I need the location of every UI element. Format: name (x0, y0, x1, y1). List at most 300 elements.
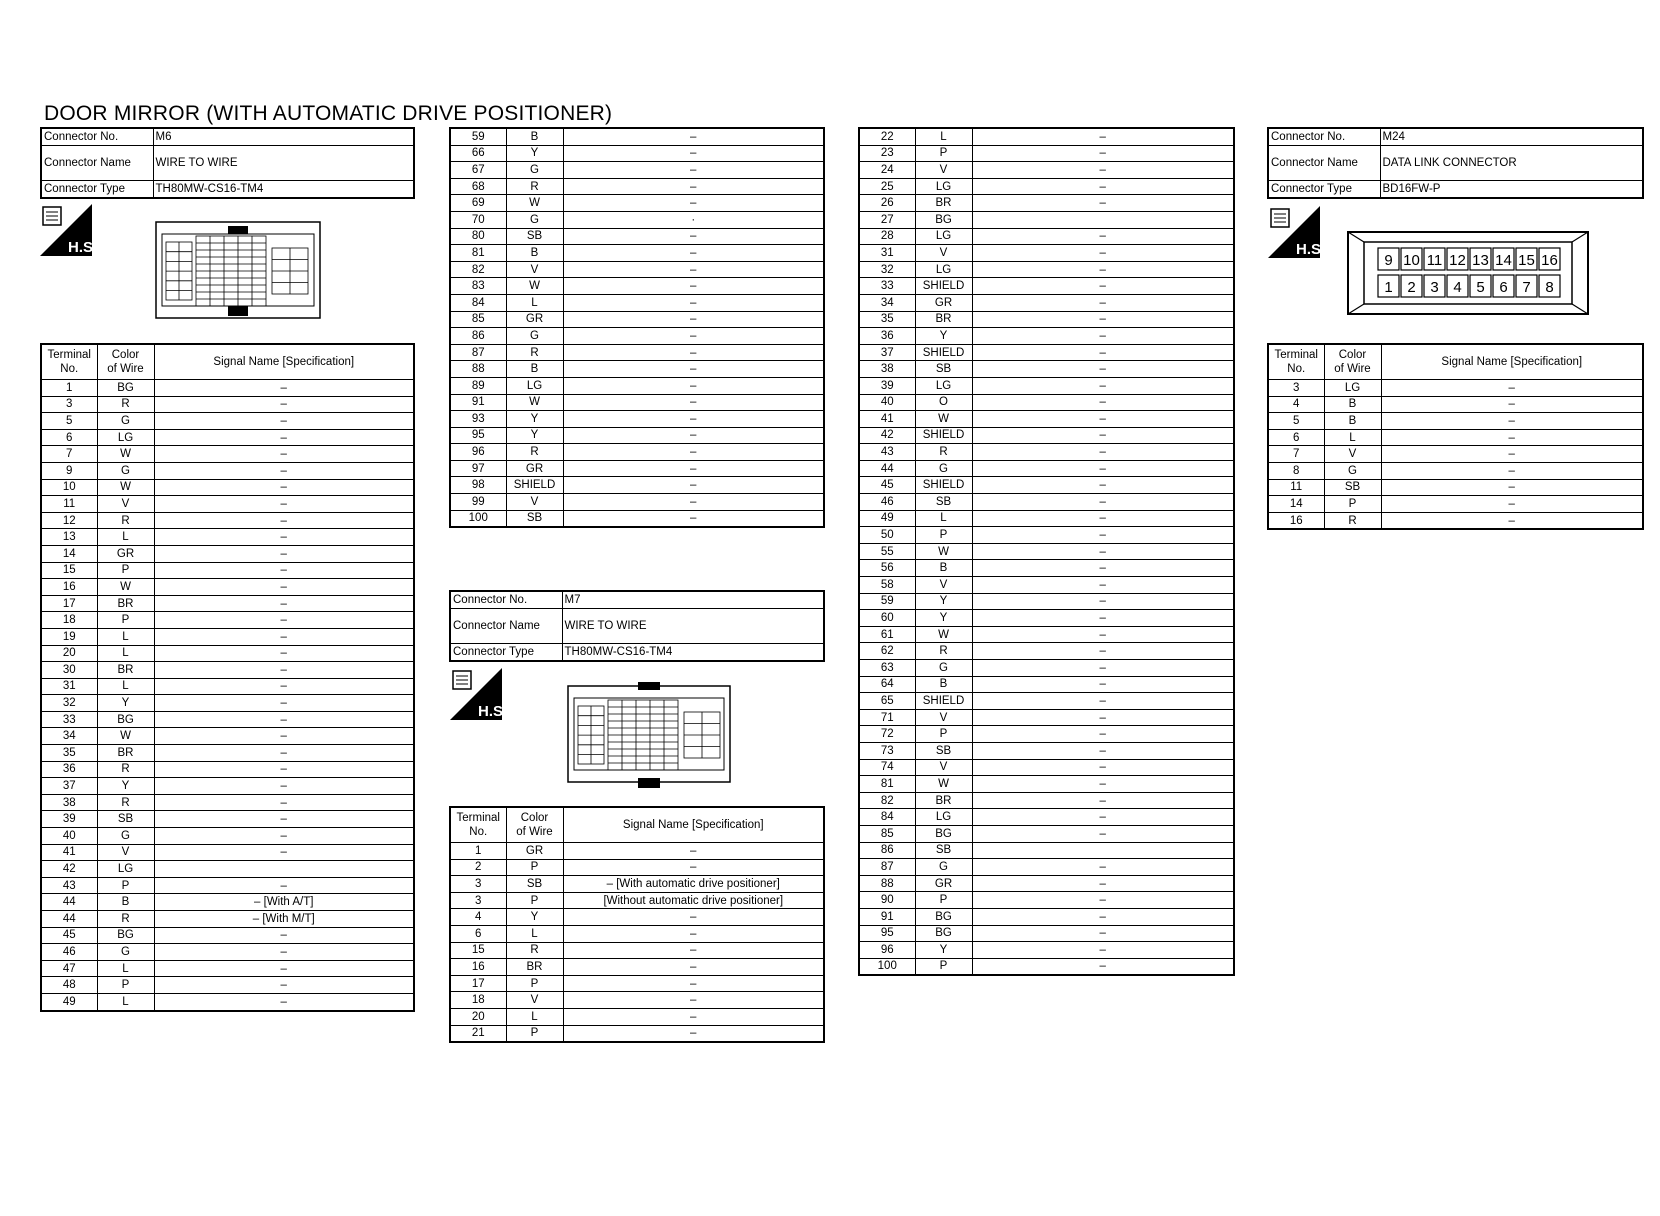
table-row (41, 944, 414, 961)
table-row (1268, 396, 1643, 413)
signal-name-cell: – (563, 925, 824, 942)
terminal-no-cell: 25 (859, 178, 915, 195)
terminal-no-cell: 82 (859, 792, 915, 809)
terminal-no-cell: 27 (859, 211, 915, 228)
terminal-no-cell: 38 (859, 361, 915, 378)
label-connector-no: Connector No. (1268, 128, 1380, 146)
table-row (41, 512, 414, 529)
signal-name-cell: – (154, 828, 414, 845)
signal-name-cell: – (972, 294, 1234, 311)
signal-name-cell: – [With automatic drive positioner] (563, 876, 824, 893)
terminal-no-cell: 50 (859, 527, 915, 544)
connector-pin-label: 4 (1453, 279, 1462, 296)
terminal-no-cell: 44 (41, 911, 97, 928)
terminal-no-cell: 70 (450, 211, 506, 228)
table-row (41, 877, 414, 894)
table-row (41, 761, 414, 778)
terminal-no-cell: 45 (41, 927, 97, 944)
table-row (859, 676, 1234, 693)
terminal-no-cell: 81 (450, 245, 506, 262)
terminal-no-cell: 11 (41, 496, 97, 513)
table-row (450, 294, 824, 311)
signal-name-cell: – (154, 413, 414, 430)
hs-harness-side-icon (1268, 206, 1326, 258)
connector-pin-label: 1 (1384, 279, 1393, 296)
terminal-no-cell: 15 (41, 562, 97, 579)
terminal-no-cell: 84 (859, 809, 915, 826)
signal-name-cell: – (563, 261, 824, 278)
terminal-no-cell: 14 (1268, 496, 1324, 513)
terminal-no-cell: 17 (41, 595, 97, 612)
wire-color-cell: R (915, 444, 972, 461)
table-row (859, 344, 1234, 361)
terminal-no-cell: 7 (1268, 446, 1324, 463)
wire-color-cell: GR (506, 843, 563, 860)
table-row (450, 959, 824, 976)
table-row (450, 195, 824, 212)
wire-color-cell: R (506, 178, 563, 195)
terminal-no-cell: 36 (41, 761, 97, 778)
signal-name-cell: – (563, 361, 824, 378)
wire-color-cell: P (915, 958, 972, 975)
terminal-no-cell: 4 (1268, 396, 1324, 413)
signal-name-cell: – (1381, 479, 1643, 496)
wire-color-cell: V (915, 709, 972, 726)
wire-color-cell: G (97, 413, 154, 430)
signal-name-cell: – (972, 411, 1234, 428)
wire-color-cell: R (97, 794, 154, 811)
signal-name-cell: – (1381, 462, 1643, 479)
table-row (859, 162, 1234, 179)
terminal-no-cell: 32 (41, 695, 97, 712)
signal-name-cell: – (972, 958, 1234, 975)
terminal-no-cell: 17 (450, 975, 506, 992)
terminal-no-cell: 65 (859, 693, 915, 710)
signal-name-cell: – (154, 778, 414, 795)
table-row (859, 776, 1234, 793)
table-row (859, 908, 1234, 925)
signal-name-cell: – (972, 494, 1234, 511)
terminal-no-cell: 43 (41, 877, 97, 894)
terminal-no-cell: 47 (41, 960, 97, 977)
table-row (450, 975, 824, 992)
m7-continued-table (858, 127, 1235, 976)
terminal-no-cell: 42 (41, 861, 97, 878)
m24-data-link-connector-diagram (1344, 228, 1592, 318)
terminal-no-cell: 96 (450, 444, 506, 461)
signal-name-cell: – (154, 462, 414, 479)
terminal-no-cell: 35 (41, 745, 97, 762)
terminal-no-cell: 85 (859, 825, 915, 842)
m6-connector-type: TH80MW-CS16-TM4 (153, 181, 414, 199)
table-row (41, 977, 414, 994)
signal-name-cell: – (154, 728, 414, 745)
terminal-no-cell: 5 (41, 413, 97, 430)
terminal-no-cell: 41 (41, 844, 97, 861)
terminal-no-cell: 60 (859, 610, 915, 627)
signal-name-cell: – (972, 195, 1234, 212)
wire-color-cell: L (506, 925, 563, 942)
connector-pin-label: 12 (1449, 252, 1466, 269)
signal-name-cell: – (972, 278, 1234, 295)
table-row (450, 311, 824, 328)
signal-name-cell: – (972, 427, 1234, 444)
connector-pin-label: 16 (1541, 252, 1558, 269)
table-row (450, 427, 824, 444)
table-row (450, 510, 824, 527)
table-row (859, 660, 1234, 677)
signal-name-cell: – (972, 892, 1234, 909)
table-row (41, 529, 414, 546)
terminal-no-cell: 48 (41, 977, 97, 994)
connector-pin-label: 15 (1518, 252, 1535, 269)
wire-color-cell: P (506, 859, 563, 876)
terminal-no-cell: 39 (41, 811, 97, 828)
table-row (41, 595, 414, 612)
wire-color-cell: Y (506, 411, 563, 428)
table-row (859, 809, 1234, 826)
table-row (41, 695, 414, 712)
table-row (859, 228, 1234, 245)
wire-color-cell: B (915, 676, 972, 693)
terminal-no-cell: 44 (41, 894, 97, 911)
signal-name-cell: – (563, 245, 824, 262)
m24-connector-name: DATA LINK CONNECTOR (1380, 146, 1643, 181)
table-row (450, 344, 824, 361)
connector-pin-label: 6 (1499, 279, 1508, 296)
terminal-no-cell: 37 (41, 778, 97, 795)
wire-color-cell: L (506, 294, 563, 311)
terminal-no-cell: 9 (41, 462, 97, 479)
wire-color-cell: SHIELD (506, 477, 563, 494)
signal-name-cell: – (972, 145, 1234, 162)
table-row (859, 411, 1234, 428)
terminal-no-cell: 82 (450, 261, 506, 278)
table-row (450, 909, 824, 926)
table-row (450, 859, 824, 876)
signal-name-cell: – (563, 975, 824, 992)
wire-color-cell: SB (506, 228, 563, 245)
signal-name-cell: – (1381, 512, 1643, 529)
table-row (1268, 413, 1643, 430)
signal-name-cell: – (154, 745, 414, 762)
table-row (450, 162, 824, 179)
wire-color-cell: P (97, 977, 154, 994)
signal-name-cell: – (563, 909, 824, 926)
terminal-no-cell: 81 (859, 776, 915, 793)
table-row (41, 811, 414, 828)
wire-color-cell: G (915, 660, 972, 677)
label-connector-name: Connector Name (1268, 146, 1380, 181)
signal-name-cell (972, 842, 1234, 859)
signal-name-cell: – (563, 477, 824, 494)
wire-color-cell: W (915, 411, 972, 428)
terminal-no-cell: 33 (41, 711, 97, 728)
connector-pin-label: 10 (1403, 252, 1420, 269)
terminal-no-cell: 13 (41, 529, 97, 546)
wire-color-cell: GR (915, 875, 972, 892)
wire-color-cell: R (915, 643, 972, 660)
wire-color-cell: P (506, 892, 563, 909)
terminal-no-cell: 3 (1268, 380, 1324, 397)
signal-name-cell: – (972, 527, 1234, 544)
connector-pin-label: 3 (1430, 279, 1439, 296)
table-row (41, 794, 414, 811)
table-row (859, 261, 1234, 278)
terminal-no-cell: 10 (41, 479, 97, 496)
signal-name-cell: – (972, 162, 1234, 179)
wire-color-cell: BG (915, 925, 972, 942)
table-row (859, 825, 1234, 842)
wire-color-cell: LG (1324, 380, 1381, 397)
table-row (859, 328, 1234, 345)
wire-color-cell: G (506, 162, 563, 179)
terminal-no-cell: 6 (450, 925, 506, 942)
wire-color-cell: R (97, 911, 154, 928)
table-row (859, 875, 1234, 892)
table-row (1268, 479, 1643, 496)
terminal-no-cell: 89 (450, 377, 506, 394)
wire-color-cell: SHIELD (915, 344, 972, 361)
connector-pin-label: 7 (1522, 279, 1531, 296)
table-row (41, 678, 414, 695)
table-row (41, 745, 414, 762)
table-row (859, 178, 1234, 195)
terminal-no-cell: 95 (450, 427, 506, 444)
table-row (450, 328, 824, 345)
signal-name-cell: [Without automatic drive positioner] (563, 892, 824, 909)
signal-name-cell: – (154, 380, 414, 397)
m24-terminal-table (1267, 343, 1644, 530)
terminal-no-cell: 39 (859, 377, 915, 394)
svg-text:H.S.: H.S. (68, 239, 98, 256)
terminal-no-cell: 32 (859, 261, 915, 278)
table-row (41, 911, 414, 928)
signal-name-cell: – (1381, 446, 1643, 463)
signal-name-cell: – (972, 626, 1234, 643)
table-row (859, 577, 1234, 594)
hs-harness-side-icon (40, 204, 98, 256)
wire-color-cell: BG (915, 825, 972, 842)
m6-terminal-table (40, 343, 415, 1012)
signal-name-cell: – (563, 228, 824, 245)
signal-name-cell: – (563, 843, 824, 860)
terminal-no-cell: 30 (41, 662, 97, 679)
signal-name-cell: – (154, 446, 414, 463)
table-row (41, 545, 414, 562)
table-row (450, 942, 824, 959)
table-row (859, 394, 1234, 411)
signal-name-cell: – (563, 344, 824, 361)
connector-pin-label: 11 (1426, 252, 1443, 269)
terminal-no-cell: 18 (41, 612, 97, 629)
table-row (41, 711, 414, 728)
header-terminal-no: Terminal No. (1268, 344, 1324, 380)
terminal-no-cell: 3 (450, 892, 506, 909)
wire-color-cell: Y (506, 145, 563, 162)
terminal-no-cell: 7 (41, 446, 97, 463)
wire-color-cell: L (97, 628, 154, 645)
wire-color-cell: O (915, 394, 972, 411)
terminal-no-cell: 93 (450, 411, 506, 428)
signal-name-cell: – (972, 577, 1234, 594)
table-row (859, 377, 1234, 394)
signal-name-cell: – (972, 311, 1234, 328)
signal-name-cell: – (563, 328, 824, 345)
signal-name-cell: – [With A/T] (154, 894, 414, 911)
m24-connector-type: BD16FW-P (1380, 181, 1643, 199)
signal-name-cell: – (154, 844, 414, 861)
signal-name-cell: – (972, 610, 1234, 627)
terminal-no-cell: 87 (859, 859, 915, 876)
wire-color-cell: SHIELD (915, 693, 972, 710)
signal-name-cell: – (972, 361, 1234, 378)
wire-color-cell: SB (915, 842, 972, 859)
table-row (859, 145, 1234, 162)
table-row (859, 842, 1234, 859)
signal-name-cell: – (972, 560, 1234, 577)
table-row (859, 610, 1234, 627)
terminal-no-cell: 44 (859, 460, 915, 477)
header-signal-name: Signal Name [Specification] (154, 344, 414, 380)
wire-color-cell: R (97, 396, 154, 413)
wire-color-cell: L (1324, 429, 1381, 446)
m7-connector-name: WIRE TO WIRE (562, 609, 824, 644)
terminal-no-cell: 63 (859, 660, 915, 677)
signal-name-cell: – (563, 510, 824, 527)
signal-name-cell: – (563, 311, 824, 328)
signal-name-cell: – (154, 595, 414, 612)
wire-color-cell: R (506, 344, 563, 361)
table-row (41, 960, 414, 977)
wire-color-cell: SB (506, 510, 563, 527)
terminal-no-cell: 62 (859, 643, 915, 660)
table-row (859, 626, 1234, 643)
wire-color-cell: B (97, 894, 154, 911)
table-row (1268, 512, 1643, 529)
table-row (41, 844, 414, 861)
header-terminal-no: Terminal No. (450, 807, 506, 843)
wire-color-cell: R (97, 512, 154, 529)
terminal-no-cell: 80 (450, 228, 506, 245)
terminal-no-cell: 6 (41, 429, 97, 446)
terminal-no-cell: 45 (859, 477, 915, 494)
wire-color-cell: V (506, 992, 563, 1009)
m6-info-table (40, 127, 415, 199)
terminal-no-cell: 12 (41, 512, 97, 529)
terminal-no-cell: 22 (859, 128, 915, 145)
wire-color-cell: G (506, 211, 563, 228)
signal-name-cell: – (563, 294, 824, 311)
wire-color-cell: GR (915, 294, 972, 311)
terminal-no-cell: 73 (859, 742, 915, 759)
signal-name-cell: – (972, 925, 1234, 942)
wire-color-cell: LG (915, 228, 972, 245)
signal-name-cell: – (154, 993, 414, 1010)
signal-name-cell: – (563, 162, 824, 179)
signal-name-cell: – (154, 960, 414, 977)
table-row (859, 510, 1234, 527)
table-row (450, 128, 824, 145)
signal-name-cell: – (154, 662, 414, 679)
wire-color-cell: Y (915, 942, 972, 959)
terminal-no-cell: 8 (1268, 462, 1324, 479)
signal-name-cell: – (154, 496, 414, 513)
wire-color-cell: L (915, 510, 972, 527)
wire-color-cell: R (1324, 512, 1381, 529)
terminal-no-cell: 42 (859, 427, 915, 444)
wire-color-cell: W (506, 195, 563, 212)
signal-name-cell: – (154, 429, 414, 446)
m24-connector-no: M24 (1380, 128, 1643, 146)
table-row (450, 377, 824, 394)
terminal-no-cell: 34 (859, 294, 915, 311)
table-row (859, 494, 1234, 511)
terminal-no-cell: 88 (450, 361, 506, 378)
wire-color-cell: G (97, 462, 154, 479)
wire-color-cell: Y (915, 610, 972, 627)
table-row (450, 245, 824, 262)
wire-color-cell: Y (915, 593, 972, 610)
table-row (450, 843, 824, 860)
signal-name-cell: – (972, 178, 1234, 195)
terminal-no-cell: 16 (450, 959, 506, 976)
table-row (450, 261, 824, 278)
wire-color-cell: L (915, 128, 972, 145)
terminal-no-cell: 55 (859, 543, 915, 560)
wire-color-cell: B (915, 560, 972, 577)
signal-name-cell: – (972, 261, 1234, 278)
table-row (41, 662, 414, 679)
signal-name-cell: – (972, 245, 1234, 262)
table-row (41, 645, 414, 662)
wire-color-cell: BR (97, 662, 154, 679)
terminal-no-cell: 59 (859, 593, 915, 610)
table-row (1268, 496, 1643, 513)
signal-name-cell: – (1381, 429, 1643, 446)
terminal-no-cell: 21 (450, 1025, 506, 1042)
wire-color-cell: BR (97, 595, 154, 612)
signal-name-cell: – (972, 643, 1234, 660)
signal-name-cell: – (154, 944, 414, 961)
signal-name-cell: – (154, 396, 414, 413)
signal-name-cell: – (972, 908, 1234, 925)
wire-color-cell: L (97, 960, 154, 977)
connector-pin-label: 9 (1384, 252, 1393, 269)
signal-name-cell: – [With M/T] (154, 911, 414, 928)
signal-name-cell: – (154, 811, 414, 828)
terminal-no-cell: 3 (450, 876, 506, 893)
m24-info-table (1267, 127, 1644, 199)
signal-name-cell (972, 211, 1234, 228)
wire-color-cell: P (97, 562, 154, 579)
signal-name-cell: – (563, 394, 824, 411)
table-row (1268, 429, 1643, 446)
terminal-no-cell: 100 (859, 958, 915, 975)
wire-color-cell: V (1324, 446, 1381, 463)
terminal-no-cell: 16 (41, 579, 97, 596)
terminal-no-cell: 23 (859, 145, 915, 162)
signal-name-cell: – (972, 726, 1234, 743)
connector-pin-label: 14 (1495, 252, 1512, 269)
signal-name-cell: – (972, 709, 1234, 726)
signal-name-cell: – (563, 178, 824, 195)
label-connector-type: Connector Type (450, 644, 562, 662)
signal-name-cell: – (972, 809, 1234, 826)
terminal-no-cell: 88 (859, 875, 915, 892)
terminal-no-cell: 84 (450, 294, 506, 311)
connector-pin-label: 2 (1407, 279, 1416, 296)
